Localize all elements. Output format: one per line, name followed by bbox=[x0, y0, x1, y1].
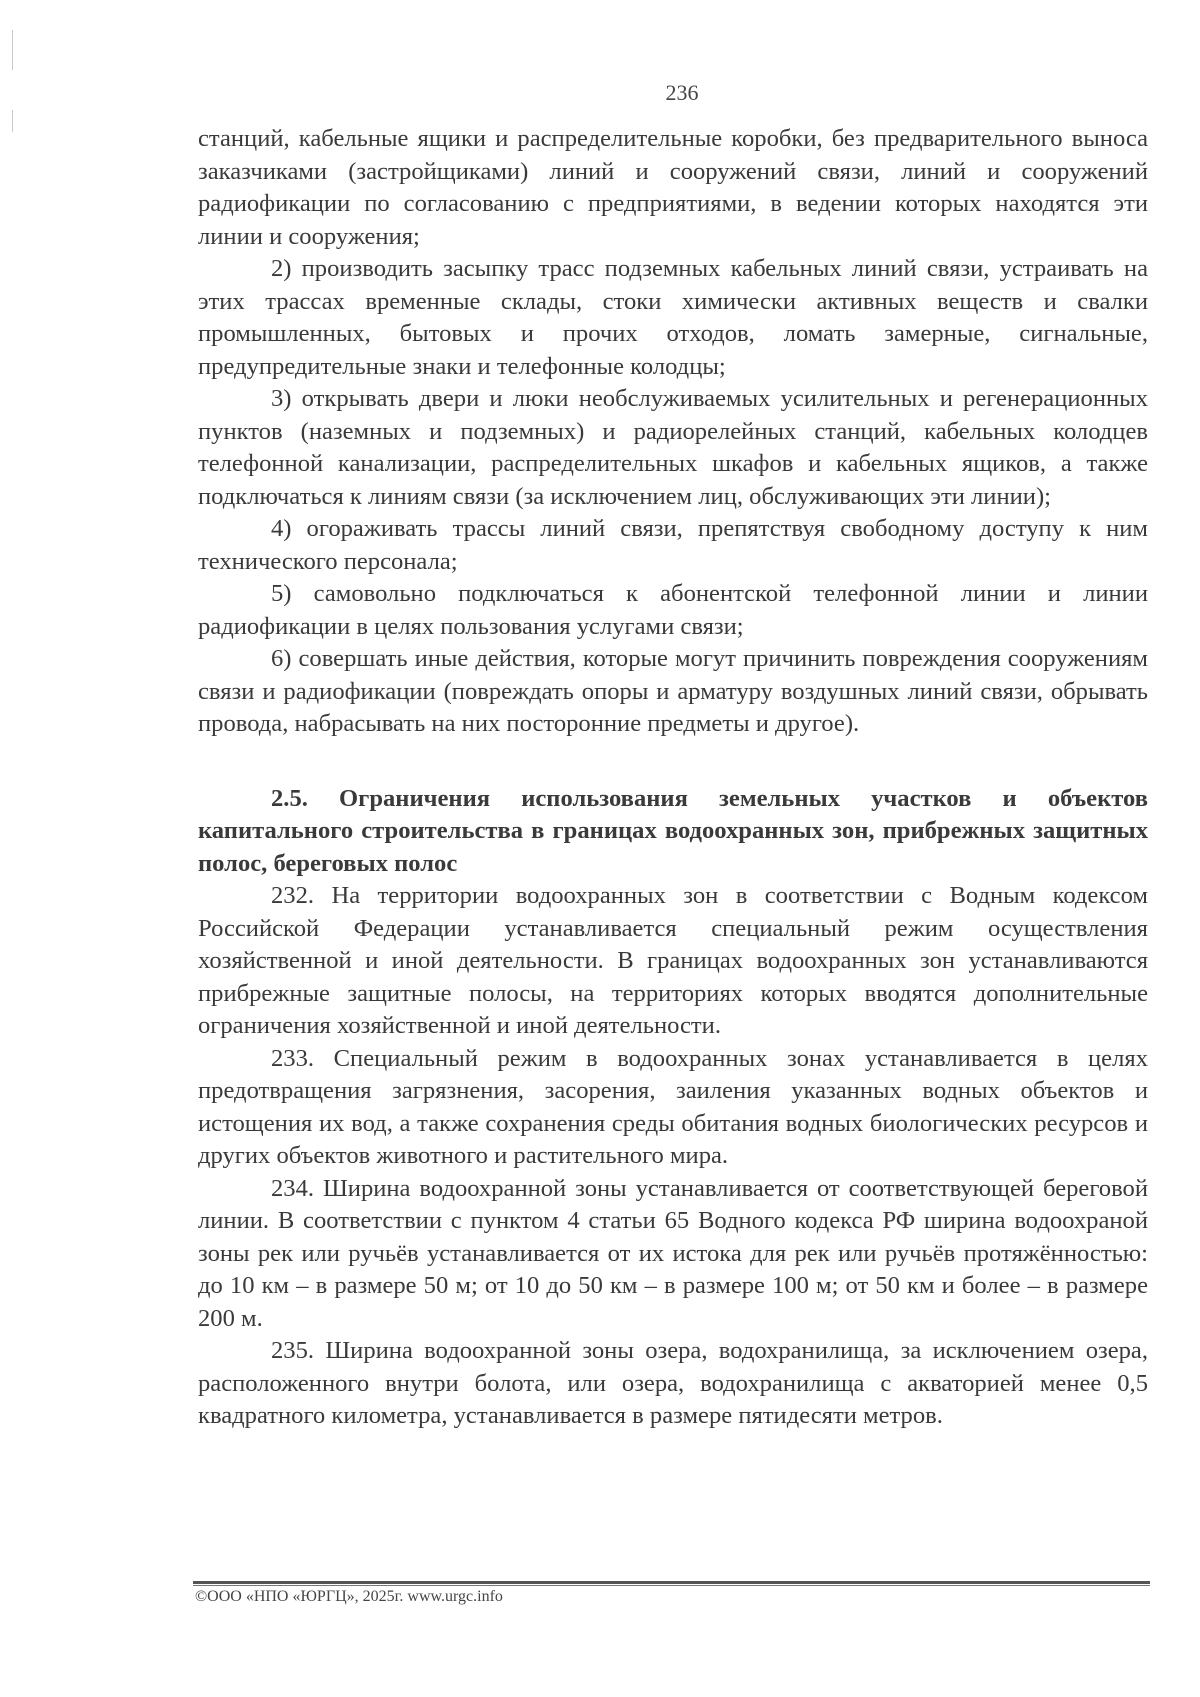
footer-divider bbox=[193, 1581, 1150, 1586]
footer-copyright: ©ООО «НПО «ЮРГЦ», 2025г. www.urgc.info bbox=[195, 1588, 503, 1605]
clause-235: 235. Ширина водоохранной зоны озера, водохранилища, за исключением озера, расположенного внутри болота, или озера, водохранилища с акваторией менее 0,5 квадратного километра, устанавливается в размере пятидесяти метров. bbox=[198, 1337, 1148, 1429]
scan-edge-mark bbox=[12, 110, 13, 132]
page-number: 236 bbox=[665, 80, 699, 105]
clause-234: 234. Ширина водоохранной зоны устанавливается от соответствующей береговой линии. В соответствии с пунктом 4 статьи 65 Водного кодекса РФ ширина водоохраной зоны рек или ручьёв устанавливается от их истока для рек или ручьёв протяжённостью: до 10 км – в размере 50 м; от 10 до 50 км – в размере 100 м; от 50 км и более – в размере 200 м. bbox=[198, 1174, 1148, 1332]
scan-edge-mark bbox=[12, 30, 13, 70]
list-item-2: 2) производить засыпку трасс подземных кабельных линий связи, устраивать на этих трассах временные склады, стоки химически активных веществ и свалки промышленных, бытовых и прочих отходов, ломать замерные, сигнальные, предупредительные знаки и телефонные колодцы; bbox=[198, 255, 1148, 380]
section-heading: 2.5. Ограничения использования земельных участков и объектов капитального строительства в границах водоохранных зон, прибрежных защитных полос, береговых полос bbox=[198, 784, 1148, 877]
list-item-4: 4) огораживать трассы линий связи, препятствуя свободному доступу к ним технического персонала; bbox=[198, 515, 1148, 575]
clause-232: 232. На территории водоохранных зон в соответствии с Водным кодексом Российской Федерации устанавливается специальный режим осуществления хозяйственной и иной деятельности. В границах водоохранных зон устанавливаются прибрежные защитные полосы, на территориях которых вводятся дополнительные ограничения хозяйственной и иной деятельности. bbox=[198, 882, 1148, 1039]
document-body bbox=[198, 123, 1148, 1433]
list-item-6: 6) совершать иные действия, которые могут причинить повреждения сооружениям связи и радиофикации (повреждать опоры и арматуру воздушных линий связи, обрывать провода, набрасывать на них посторонние предметы и другое). bbox=[198, 645, 1148, 737]
clause-233: 233. Специальный режим в водоохранных зонах устанавливается в целях предотвращения загрязнения, засорения, заиления указанных водных объектов и истощения их вод, а также сохранения среды обитания водных биологических ресурсов и других объектов животного и растительного мира. bbox=[198, 1044, 1148, 1169]
list-item-3: 3) открывать двери и люки необслуживаемых усилительных и регенерационных пунктов (наземных и подземных) и радиорелейных станций, кабельных колодцев телефонной канализации, распределительных шкафов и кабельных ящиков, а также подключаться к линиям связи (за исключением лиц, обслуживающих эти линии); bbox=[198, 385, 1148, 510]
paragraph-continuation: станций, кабельные ящики и распределительные коробки, без предварительного выноса заказчиками (застройщиками) линий и сооружений связи, линий и сооружений радиофикации по согласованию с предприятиями, в ведении которых находятся эти линии и сооружения; bbox=[198, 125, 1148, 250]
list-item-5: 5) самовольно подключаться к абонентской телефонной линии и линии радиофикации в целях пользования услугами связи; bbox=[198, 580, 1148, 640]
